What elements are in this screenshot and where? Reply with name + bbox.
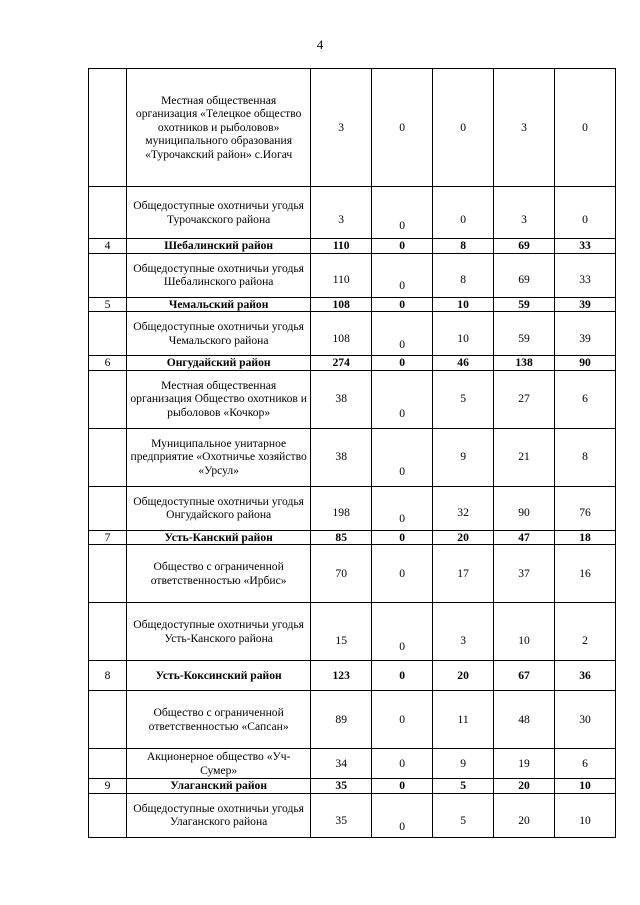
value-text: 10 <box>457 297 469 311</box>
district-name-cell: Чемальский район <box>127 297 311 312</box>
value-text: 33 <box>579 239 591 252</box>
row-number-cell <box>89 545 127 603</box>
organization-name-cell: Общедоступные охотничьи угодья Турочакского района <box>127 187 311 239</box>
value-cell-1 <box>311 661 372 691</box>
value-cell-4 <box>494 312 555 356</box>
value-cell-2 <box>372 69 433 187</box>
value-text: 138 <box>515 356 533 370</box>
value-text: 6 <box>582 757 588 771</box>
district-name-cell: Шебалинский район <box>127 239 311 254</box>
value-cell-4 <box>494 253 555 297</box>
value-cell-4 <box>494 545 555 603</box>
value-cell-1 <box>311 530 372 545</box>
value-cell-3 <box>433 691 494 749</box>
organization-name-cell: Местная общественная организация Общество охотников и рыболовов «Кочкор» <box>127 370 311 428</box>
value-cell-2 <box>372 779 433 794</box>
value-cell-3 <box>433 779 494 794</box>
value-cell-2 <box>372 749 433 779</box>
value-text: 38 <box>335 450 347 464</box>
row-number-cell <box>89 691 127 749</box>
value-cell-1 <box>311 793 372 837</box>
value-text: 110 <box>332 239 350 252</box>
value-text: 20 <box>518 779 530 793</box>
value-text: 37 <box>518 567 530 581</box>
value-text: 30 <box>579 713 591 727</box>
value-text: 0 <box>399 819 406 833</box>
value-cell-1 <box>311 749 372 779</box>
row-number-cell: 6 <box>89 356 127 371</box>
value-cell-4 <box>494 297 555 312</box>
district-row <box>89 297 616 312</box>
value-text: 8 <box>460 273 466 287</box>
value-text: 0 <box>399 713 406 727</box>
value-cell-5 <box>555 603 616 661</box>
value-text: 3 <box>521 120 527 134</box>
value-text: 0 <box>399 669 406 683</box>
value-cell-2 <box>372 239 433 254</box>
value-text: 0 <box>399 337 406 351</box>
value-text: 39 <box>579 331 591 345</box>
value-cell-4 <box>494 356 555 371</box>
table-row <box>89 749 616 779</box>
value-text: 10 <box>457 331 469 345</box>
value-cell-3 <box>433 793 494 837</box>
value-cell-1 <box>311 691 372 749</box>
value-text: 0 <box>399 567 406 581</box>
value-text: 46 <box>457 356 469 370</box>
value-cell-1 <box>311 356 372 371</box>
row-number-cell: 9 <box>89 779 127 794</box>
value-text: 5 <box>460 813 466 827</box>
value-text: 16 <box>579 567 591 581</box>
value-text: 20 <box>457 530 469 544</box>
value-text: 0 <box>460 212 466 226</box>
value-cell-5 <box>555 370 616 428</box>
value-text: 0 <box>399 239 406 252</box>
value-cell-5 <box>555 187 616 239</box>
value-cell-2 <box>372 691 433 749</box>
value-cell-5 <box>555 793 616 837</box>
value-cell-1 <box>311 603 372 661</box>
value-text: 89 <box>335 713 347 727</box>
value-text: 0 <box>399 218 406 232</box>
value-cell-3 <box>433 603 494 661</box>
value-text: 9 <box>460 450 466 464</box>
row-number-cell: 8 <box>89 661 127 691</box>
value-cell-5 <box>555 661 616 691</box>
value-cell-1 <box>311 239 372 254</box>
value-text: 35 <box>335 779 347 793</box>
value-cell-1 <box>311 779 372 794</box>
district-name-cell: Улаганский район <box>127 779 311 794</box>
value-cell-4 <box>494 661 555 691</box>
value-cell-2 <box>372 428 433 486</box>
organization-name-cell: Акционерное общество «Уч-Сумер» <box>127 749 311 779</box>
value-cell-5 <box>555 297 616 312</box>
value-cell-5 <box>555 545 616 603</box>
value-cell-3 <box>433 486 494 530</box>
value-text: 10 <box>518 633 530 647</box>
value-text: 59 <box>518 297 530 311</box>
value-cell-2 <box>372 356 433 371</box>
value-cell-2 <box>372 603 433 661</box>
value-text: 38 <box>335 392 347 406</box>
value-cell-5 <box>555 253 616 297</box>
row-number-cell <box>89 370 127 428</box>
row-number-cell <box>89 428 127 486</box>
value-cell-4 <box>494 793 555 837</box>
value-text: 34 <box>335 757 347 771</box>
value-cell-1 <box>311 428 372 486</box>
value-cell-3 <box>433 370 494 428</box>
value-cell-4 <box>494 239 555 254</box>
value-text: 15 <box>335 633 347 647</box>
value-text: 3 <box>338 120 345 134</box>
value-text: 35 <box>335 813 347 827</box>
value-text: 6 <box>582 392 588 406</box>
value-text: 48 <box>518 713 530 727</box>
value-text: 39 <box>579 297 591 311</box>
value-text: 36 <box>579 669 591 683</box>
value-cell-4 <box>494 370 555 428</box>
value-text: 59 <box>518 331 530 345</box>
value-cell-5 <box>555 239 616 254</box>
page-number: 4 <box>316 37 324 52</box>
district-row <box>89 661 616 691</box>
value-text: 0 <box>399 406 406 420</box>
value-cell-3 <box>433 239 494 254</box>
value-cell-4 <box>494 530 555 545</box>
value-text: 17 <box>457 567 469 581</box>
district-name-cell: Усть-Коксинский район <box>127 661 311 691</box>
value-cell-1 <box>311 187 372 239</box>
value-text: 0 <box>460 120 466 134</box>
value-cell-3 <box>433 312 494 356</box>
hunting-quota-table <box>88 68 616 838</box>
table-row <box>89 187 616 239</box>
value-cell-2 <box>372 545 433 603</box>
value-text: 27 <box>518 392 530 406</box>
value-cell-2 <box>372 370 433 428</box>
value-text: 3 <box>521 212 527 226</box>
value-text: 0 <box>399 356 406 370</box>
table-row <box>89 691 616 749</box>
row-number-cell <box>89 253 127 297</box>
value-text: 69 <box>518 239 530 252</box>
value-text: 18 <box>579 530 591 544</box>
value-text: 10 <box>579 813 591 827</box>
table-row <box>89 312 616 356</box>
organization-name-cell: Общедоступные охотничьи угодья Чемальского района <box>127 312 311 356</box>
value-cell-3 <box>433 661 494 691</box>
row-number-cell <box>89 69 127 187</box>
value-text: 85 <box>335 530 347 544</box>
value-cell-2 <box>372 187 433 239</box>
value-cell-1 <box>311 370 372 428</box>
value-text: 21 <box>518 450 530 464</box>
value-cell-5 <box>555 486 616 530</box>
value-cell-4 <box>494 691 555 749</box>
value-text: 90 <box>579 356 591 370</box>
value-text: 67 <box>518 669 530 683</box>
value-text: 5 <box>460 779 466 793</box>
value-cell-4 <box>494 486 555 530</box>
value-text: 33 <box>579 273 591 287</box>
value-cell-4 <box>494 428 555 486</box>
row-number-cell <box>89 486 127 530</box>
table-body <box>89 69 616 838</box>
value-text: 0 <box>582 212 588 226</box>
value-cell-2 <box>372 486 433 530</box>
value-text: 0 <box>399 279 406 293</box>
row-number-cell: 4 <box>89 239 127 254</box>
value-cell-2 <box>372 312 433 356</box>
value-cell-3 <box>433 356 494 371</box>
value-cell-5 <box>555 691 616 749</box>
value-text: 198 <box>332 506 350 520</box>
organization-name-cell: Общество с ограниченной ответственностью «Ирбис» <box>127 545 311 603</box>
value-cell-4 <box>494 69 555 187</box>
value-text: 0 <box>399 512 406 526</box>
value-cell-2 <box>372 793 433 837</box>
value-cell-5 <box>555 312 616 356</box>
value-cell-1 <box>311 297 372 312</box>
value-cell-4 <box>494 603 555 661</box>
district-row <box>89 779 616 794</box>
value-text: 108 <box>332 297 350 311</box>
district-row <box>89 356 616 371</box>
value-text: 0 <box>399 297 406 311</box>
value-text: 20 <box>457 669 469 683</box>
value-text: 5 <box>460 392 466 406</box>
value-cell-3 <box>433 530 494 545</box>
value-text: 90 <box>518 506 530 520</box>
row-number-cell <box>89 187 127 239</box>
table-row <box>89 428 616 486</box>
value-text: 11 <box>457 713 469 727</box>
value-cell-3 <box>433 749 494 779</box>
value-cell-1 <box>311 486 372 530</box>
table-row <box>89 603 616 661</box>
value-text: 69 <box>518 273 530 287</box>
value-cell-2 <box>372 530 433 545</box>
value-cell-3 <box>433 545 494 603</box>
value-text: 10 <box>579 779 591 793</box>
organization-name-cell: Муниципальное унитарное предприятие «Охотничье хозяйство «Урсул» <box>127 428 311 486</box>
value-cell-5 <box>555 69 616 187</box>
table-row <box>89 545 616 603</box>
value-text: 0 <box>582 120 588 134</box>
value-text: 274 <box>332 356 350 370</box>
value-text: 70 <box>335 567 347 581</box>
value-cell-3 <box>433 297 494 312</box>
value-cell-1 <box>311 545 372 603</box>
table-row <box>89 370 616 428</box>
district-name-cell: Онгудайский район <box>127 356 311 371</box>
value-text: 3 <box>338 212 345 226</box>
value-cell-2 <box>372 253 433 297</box>
value-cell-4 <box>494 749 555 779</box>
value-text: 47 <box>518 530 530 544</box>
row-number-cell <box>89 793 127 837</box>
row-number-cell <box>89 749 127 779</box>
value-cell-5 <box>555 779 616 794</box>
value-text: 0 <box>399 639 406 653</box>
value-cell-5 <box>555 356 616 371</box>
value-text: 123 <box>332 669 350 683</box>
value-cell-5 <box>555 530 616 545</box>
table-row <box>89 793 616 837</box>
value-text: 8 <box>460 239 466 252</box>
value-text: 0 <box>399 779 406 793</box>
value-text: 110 <box>332 273 350 287</box>
table-row <box>89 486 616 530</box>
value-text: 9 <box>460 757 466 771</box>
value-cell-3 <box>433 69 494 187</box>
row-number-cell: 5 <box>89 297 127 312</box>
value-cell-5 <box>555 428 616 486</box>
table-row <box>89 69 616 187</box>
value-cell-1 <box>311 69 372 187</box>
value-cell-5 <box>555 749 616 779</box>
value-cell-3 <box>433 428 494 486</box>
value-cell-2 <box>372 661 433 691</box>
value-text: 19 <box>518 757 530 771</box>
value-text: 2 <box>582 633 588 647</box>
value-text: 0 <box>399 530 406 544</box>
value-cell-2 <box>372 297 433 312</box>
organization-name-cell: Общедоступные охотничьи угодья Шебалинского района <box>127 253 311 297</box>
district-name-cell: Усть-Канский район <box>127 530 311 545</box>
row-number-cell <box>89 312 127 356</box>
organization-name-cell: Общедоступные охотничьи угодья Усть-Канского района <box>127 603 311 661</box>
value-text: 0 <box>399 757 406 771</box>
organization-name-cell: Общедоступные охотничьи угодья Онгудайского района <box>127 486 311 530</box>
value-text: 32 <box>457 506 469 520</box>
value-text: 76 <box>579 506 591 520</box>
value-text: 108 <box>332 331 350 345</box>
value-cell-4 <box>494 187 555 239</box>
organization-name-cell: Общедоступные охотничьи угодья Улаганского района <box>127 793 311 837</box>
row-number-cell: 7 <box>89 530 127 545</box>
value-cell-4 <box>494 779 555 794</box>
value-cell-1 <box>311 312 372 356</box>
value-text: 3 <box>460 633 466 647</box>
table-row <box>89 253 616 297</box>
organization-name-cell: Местная общественная организация «Телецкое общество охотников и рыболовов» муниципального образования «Турочакский район» с.Иогач <box>127 69 311 187</box>
value-cell-3 <box>433 253 494 297</box>
value-text: 0 <box>399 120 406 134</box>
value-text: 0 <box>399 464 406 478</box>
value-cell-1 <box>311 253 372 297</box>
row-number-cell <box>89 603 127 661</box>
organization-name-cell: Общество с ограниченной ответственностью «Сапсан» <box>127 691 311 749</box>
district-row <box>89 239 616 254</box>
value-cell-3 <box>433 187 494 239</box>
district-row <box>89 530 616 545</box>
value-text: 20 <box>518 813 530 827</box>
value-text: 8 <box>582 450 588 464</box>
